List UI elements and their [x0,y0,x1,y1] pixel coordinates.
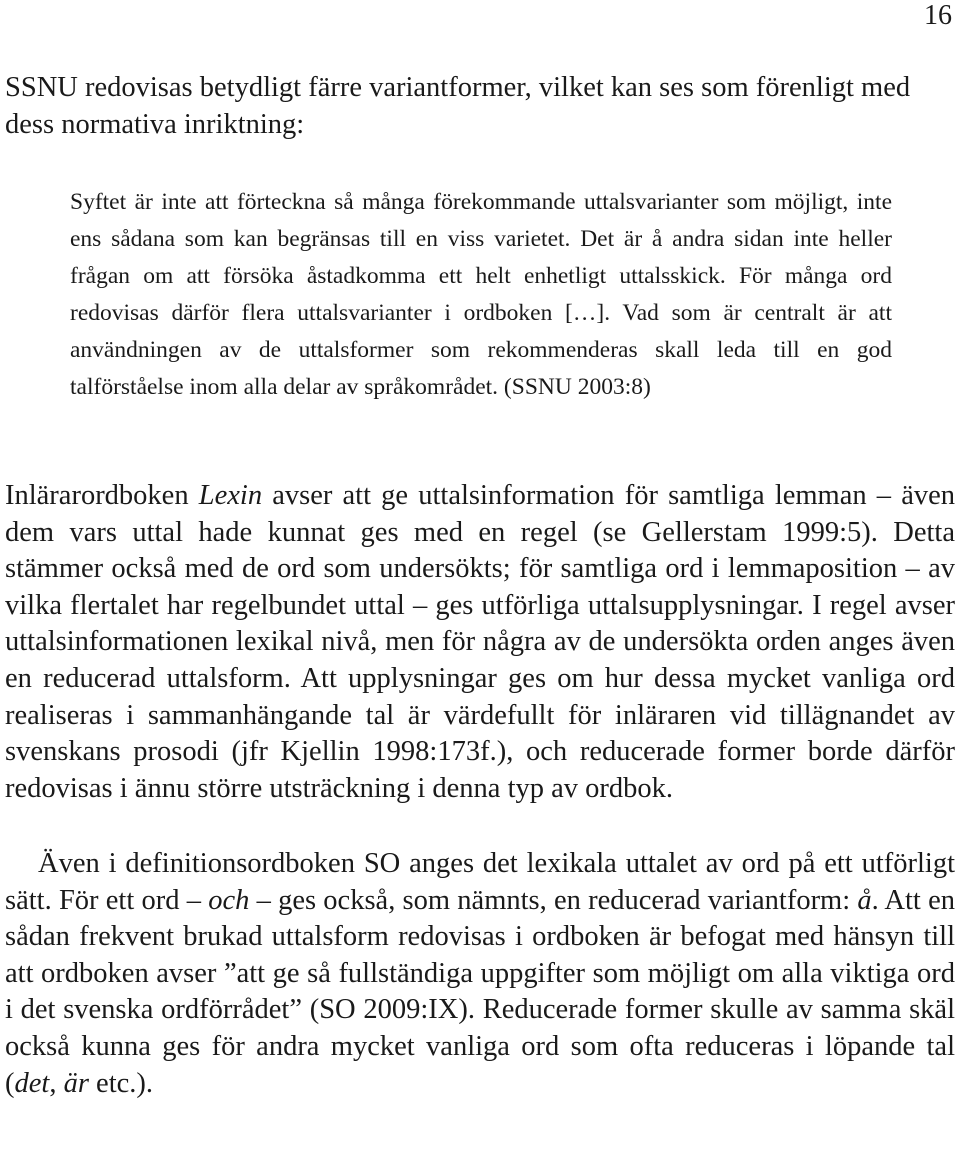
page-number: 16 [924,0,952,31]
so-text-part4: etc.). [88,1067,154,1099]
lexin-lead-text: Inlärarordboken [5,480,199,511]
so-comma: , [49,1067,64,1099]
example-word-ar: är [63,1067,89,1099]
so-paragraph [5,846,955,1102]
example-word-och: och [208,884,250,916]
lexin-body-text: avser att ge uttalsinformation för samtliga lemman – även dem vars uttal hade kunnat ges med en regel (se Gellerstam 1999:5). Detta stämmer också med de ord som undersökts; för samtliga ord i lemmaposition – av vilka flertalet har regelbundet uttal – ges utförliga uttalsupplysningar. I regel avser uttalsinformationen lexikal nivå, men för några av de undersökta orden anges även en reducerad uttalsform. Att upplysningar ges om hur dessa mycket vanliga ord realiseras i sammanhängande tal är värdefullt för inläraren vid tillägnandet av svenskans prosodi (jfr Kjellin 1998:173f.), och reducerade former borde därför redovisas i ännu större utsträckning i denna typ av ordbok. [5,480,955,804]
so-text-part2: – ges också, som nämnts, en reducerad variantform: [249,884,858,916]
reduced-form-a: å [857,884,872,916]
so-text-part1: Även i definitionsordboken SO anges det lexikala uttalet av ord på ett utförligt sätt. För ett ord – [5,848,955,916]
lexin-paragraph [5,478,955,807]
example-word-det: det [14,1067,50,1099]
intro-paragraph: SSNU redovisas betydligt färre variantformer, vilket kan ses som förenligt med dess normativa inriktning: [5,72,911,140]
so-text-part3: . Att en sådan frekvent brukad uttalsform redovisas i ordboken är befogat med hänsyn till att ordboken avser ”att ge så fullständiga uppgifter som möjligt om alla viktiga ord i det svenska ordförrådet” (SO 2009:IX). Reducerade former skulle av samma skäl också kunna ges för andra mycket vanliga ord som ofta reduceras i löpande tal ( [5,884,955,1099]
block-quote: Syftet är inte att förteckna så många förekommande uttalsvarianter som möjligt, inte ens sådana som kan begränsas till en viss varietet. Det är å andra sidan inte heller frågan om att försöka åstadkomma ett helt enhetligt uttalsskick. För många ord redovisas därför flera uttalsvarianter i ordboken […]. Vad som är centralt är att användningen av de uttalsformer som rekommenderas skall leda till en god talförståelse inom alla delar av språkområdet. (SSNU 2003:8) [70,189,892,401]
lexin-dictionary-name: Lexin [198,480,263,511]
